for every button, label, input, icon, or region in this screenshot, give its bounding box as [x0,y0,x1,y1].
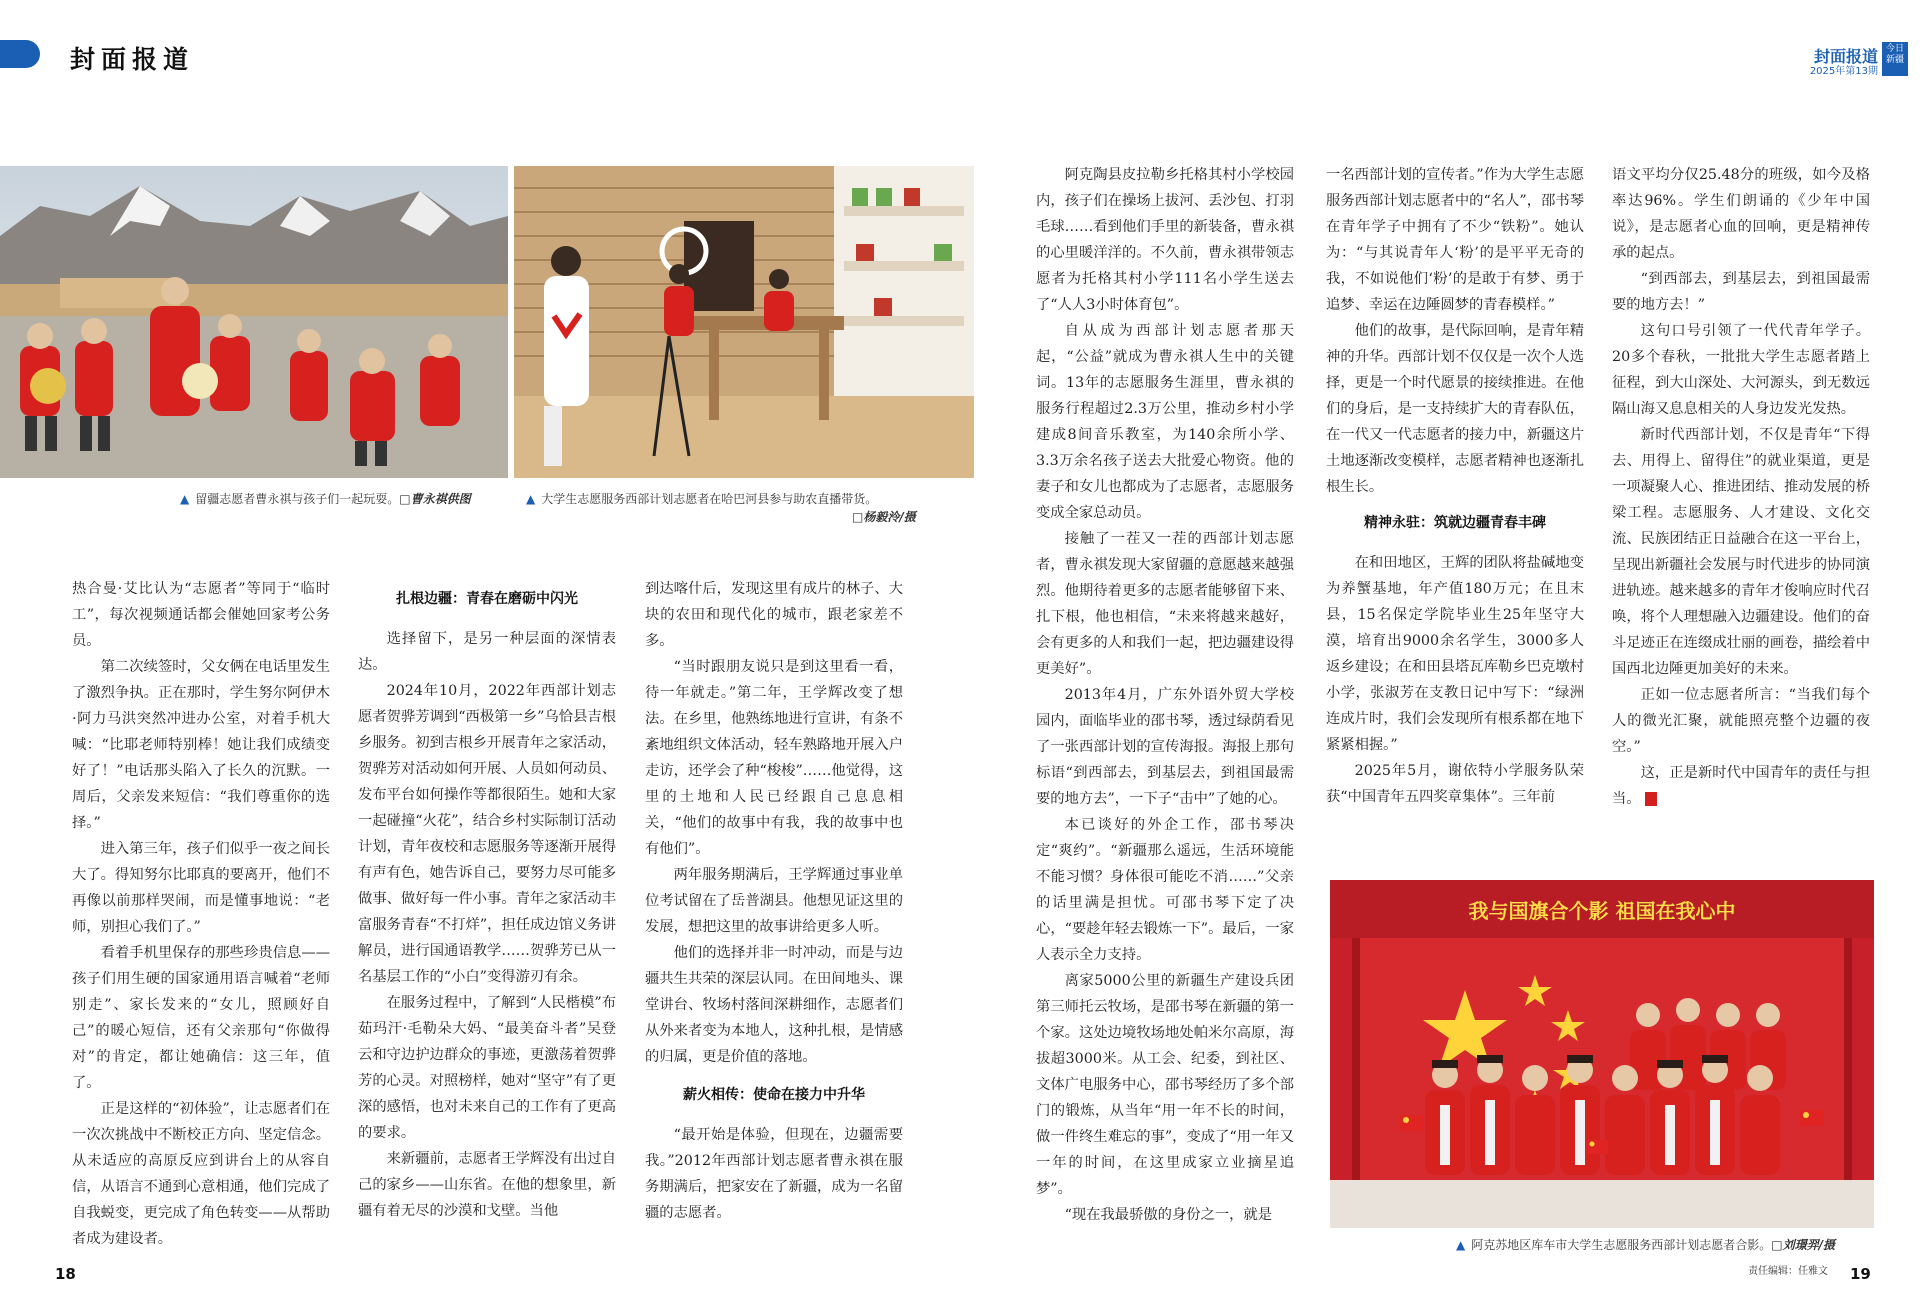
caption-triangle-icon: ▲ [180,492,190,506]
caption-photo-1: ▲ 留疆志愿者曹永祺与孩子们一起玩耍。□曹永祺供图 [180,492,471,506]
paragraph: 语文平均分仅25.48分的班级，如今及格率达96%。学生们朗诵的《少年中国说》，是志愿者心血的回响，更是精神传承的起点。 [1612,167,1870,261]
caption-photo-2: ▲ 大学生志愿服务西部计划志愿者在哈巴河县参与助农直播带货。 [526,492,878,506]
text-column-4 [1036,162,1294,1260]
paragraph: “现在我最骄傲的身份之一，就是 [1064,1207,1273,1223]
paragraph: 正如一位志愿者所言：“当我们每个人的微光汇聚，就能照亮整个边疆的夜空。” [1612,687,1870,755]
paragraph: 在服务过程中，了解到“人民楷模”布茹玛汗·毛勒朵大妈、“最美奋斗者”吴登云和守边护边群众的事迹，更激荡着贺骅芳的心灵。对照榜样，她对“坚守”有了更深的感悟，也对未来自己的工作有了更高的要求。 [358,995,616,1141]
paragraph: 一名西部计划的宣传者。”作为大学生志愿服务西部计划志愿者中的“名人”，邵书琴在青年学子中拥有了不少“铁粉”。她认为：“与其说青年人‘粉’的是平平无奇的我，不如说他们‘粉’的是敢于有梦、勇于追梦、幸运在边陲圆梦的青春模样。” [1326,167,1584,313]
text-column-3 [645,576,903,1260]
paragraph: 这句口号引领了一代代青年学子。20多个春秋，一批批大学生志愿者踏上征程，到大山深处、大河源头，到无数远隔山海又息息相关的人身边发光发热。 [1612,323,1870,417]
page-number-right: 19 [1850,1265,1871,1283]
photo-group-flag-wall [1330,880,1874,1228]
paragraph: 看着手机里保存的那些珍贵信息——孩子们用生硬的国家通用语言喊着“老师别走”、家长发来的“女儿，照顾好自己”的暖心短信，还有父亲那句“你做得对”的肯定，都让她确信：这三年，值了。 [72,945,330,1091]
paragraph: 来新疆前，志愿者王学辉没有出过自己的家乡——山东省。在他的想象里，新疆有着无尽的沙漠和戈壁。当他 [358,1151,616,1219]
logo-mark-icon: 今日新疆 [1882,42,1908,76]
paragraph: 新时代西部计划，不仅是青年“下得去、用得上、留得住”的就业渠道，更是一项凝聚人心、推进团结、推动发展的桥梁工程。志愿服务、人才建设、文化交流、民族团结正日益融合在这一平台上，呈现出新疆社会发展与时代进步的协同演进轨迹。越来越多的青年才俊响应时代召唤，将个人理想融入边疆建设。他们的奋斗足迹正在连缀成壮丽的画卷，描绘着中国西北边陲更加美好的未来。 [1612,427,1870,677]
page-number-left: 18 [55,1265,76,1283]
paragraph: 离家5000公里的新疆生产建设兵团第三师托云牧场，是邵书琴在新疆的第一个家。这处边境牧场地处帕米尔高原，海拔超3000米。从工会、纪委，到社区、文体广电服务中心，邵书琴经历了多个部门的锻炼，从当年“用一年不长的时间，做一件终生难忘的事”，变成了“用一年又一年的时间，在这里成家立业摘星追梦”。 [1036,973,1294,1197]
paragraph: 第二次续签时，父女俩在电话里发生了激烈争执。正在那时，学生努尔阿伊木·阿力马洪突然冲进办公室，对着手机大喊：“比耶老师特别棒！她让我们成绩变好了！”电话那头陷入了长久的沉默。一周后，父亲发来短信：“我们尊重你的选择。” [72,659,330,831]
paragraph: 两年服务期满后，王学辉通过事业单位考试留在了岳普湖县。他想见证这里的发展，想把这里的故事讲给更多人听。 [645,867,903,935]
paragraph: 他们的故事，是代际回响，是青年精神的升华。西部计划不仅仅是一次个人选择，更是一个时代愿景的接续推进。在他们的身后，是一支持续扩大的青春队伍，在一代又一代志愿者的接力中，新疆这片土地逐渐改变模样，志愿者精神也逐渐扎根生长。 [1326,323,1584,495]
paragraph: 本已谈好的外企工作，邵书琴决定“爽约”。“新疆那么遥远，生活环境能不能习惯？身体很可能吃不消……”父亲的话里满是担忧。可邵书琴下定了决心，“要趁年轻去锻炼一下”。最后，一家人表示全力支持。 [1036,817,1294,963]
paragraph: 2024年10月，2022年西部计划志愿者贺骅芳调到“西极第一乡”乌恰县吉根乡服务。初到吉根乡开展青年之家活动，贺骅芳对活动如何开展、人员如何动员、发布平台如何操作等都很陌生。她和大家一起碰撞“火花”，结合乡村实际制订活动计划，青年夜校和志愿服务等逐渐开展得有声有色，她告诉自己，要努力尽可能多做事、做好每一件小事。青年之家活动丰富服务青春“不打烊”，担任成边馆义务讲解员，进行国通语教学……贺骅芳已从一名基层工作的“小白”变得游刃有余。 [358,683,616,985]
paragraph: 自从成为西部计划志愿者那天起，“公益”就成为曹永祺人生中的关键词。13年的志愿服务生涯里，曹永祺的服务行程超过2.3万公里，推动乡村小学建成8间音乐教室，为140余所小学、3.3万余名孩子送去大批爱心物资。他的妻子和女儿也都成为了志愿者，志愿服务变成全家总动员。 [1036,323,1294,521]
section-title: 封面报道 [70,45,195,74]
photo-livestream-sales [514,166,974,478]
paragraph: “当时跟朋友说只是到这里看一看，待一年就走。”第二年，王学辉改变了想法。在乡里，他熟练地进行宣讲，有条不紊地组织文体活动，轻车熟路地开展入户走访，还学会了种“梭梭”……他觉得，这里的土地和人民已经跟自己息息相关，“他们的故事中有我，我的故事中也有他们”。 [645,659,903,857]
text-column-5 [1326,162,1584,842]
caption-triangle-icon: ▲ [526,492,536,506]
caption-photo-3: ▲ 阿克苏地区库车市大学生志愿服务西部计划志愿者合影。□刘璟羿/摄 [1456,1238,1835,1252]
paragraph: 到达喀什后，发现这里有成片的林子、大块的农田和现代化的城市，跟老家差不多。 [645,581,903,649]
photo-volunteer-with-children [0,166,508,478]
paragraph: 选择留下，是另一种层面的深情表达。 [358,631,616,673]
paragraph: 热合曼·艾比认为“志愿者”等同于“临时工”，每次视频通话都会催她回家考公务员。 [72,581,330,649]
paragraph: 这，正是新时代中国青年的责任与担当。 [1612,765,1870,807]
paragraph: 他们的选择并非一时冲动，而是与边疆共生共荣的深层认同。在田间地头、课堂讲台、牧场村落间深耕细作，志愿者们从外来者变为本地人，这种扎根，是情感的归属，更是价值的落地。 [645,945,903,1065]
caption-photo-2-credit: □杨毅泠/摄 [852,510,916,524]
text-column-1 [72,576,330,1260]
responsible-editor: 责任编辑：任雅文 [1748,1266,1828,1277]
paragraph: 正是这样的“初体验”，让志愿者们在一次次挑战中不断校正方向、坚定信念。从未适应的高原反应到讲台上的从容自信，从语言不通到心意相通，他们完成了自我蜕变，更完成了角色转变——从帮助者成为建设者。 [72,1101,330,1247]
subheading: 精神永驻：筑就边疆青春丰碑 [1364,515,1546,531]
paragraph: 2013年4月，广东外语外贸大学校园内，面临毕业的邵书琴，透过绿荫看见了一张西部计划的宣传海报。海报上那句标语“到西部去，到基层去，到祖国最需要的地方去”，一下子“击中”了她的心。 [1036,687,1294,807]
text-column-6 [1612,162,1870,842]
running-head-brand: 封面报道 [1813,47,1878,66]
issue-label: 2025年第13期 [1809,66,1878,77]
caption-triangle-icon: ▲ [1456,1238,1466,1252]
paragraph: 阿克陶县皮拉勒乡托格其村小学校园内，孩子们在操场上拔河、丢沙包、打羽毛球……看到他们手里的新装备，曹永祺的心里暖洋洋的。不久前，曹永祺带领志愿者为托格其村小学111名小学生送去了“人人3小时体育包”。 [1036,167,1294,313]
section-color-tab [0,40,40,68]
paragraph: 接触了一茬又一茬的西部计划志愿者，曹永祺发现大家留疆的意愿越来越强烈。他期待着更多的志愿者能够留下来、扎下根，他也相信，“未来将越来越好，会有更多的人和我们一起，把边疆建设得更美好”。 [1036,531,1294,677]
banner-slogan: 我与国旗合个影 祖国在我心中 [1468,899,1736,923]
paragraph: “最开始是体验，但现在，边疆需要我。”2012年西部计划志愿者曹永祺在服务期满后，把家安在了新疆，成为一名留疆的志愿者。 [645,1127,903,1221]
paragraph: “到西部去，到基层去，到祖国最需要的地方去！” [1612,271,1870,313]
subheading: 扎根边疆：青春在磨砺中闪光 [396,591,578,607]
text-column-2 [358,582,616,1260]
paragraph: 进入第三年，孩子们似乎一夜之间长大了。得知努尔比耶真的要离开，他们不再像以前那样哭闹，而是懂事地说：“老师，别担心我们了。” [72,841,330,935]
subheading: 薪火相传：使命在接力中升华 [683,1087,865,1103]
paragraph: 在和田地区，王辉的团队将盐碱地变为养蟹基地，年产值180万元；在且末县，15名保定学院毕业生25年坚守大漠，培育出9000余名学生，3000多人返乡建设；在和田县塔瓦库勒乡巴克墩村小学，张淑芳在支教日记中写下：“绿洲连成片时，我们会发现所有根系都在地下紧紧相握。” [1326,555,1584,753]
paragraph: 2025年5月，谢依特小学服务队荣获“中国青年五四奖章集体”。三年前 [1326,763,1584,805]
end-mark-icon [1645,792,1657,806]
